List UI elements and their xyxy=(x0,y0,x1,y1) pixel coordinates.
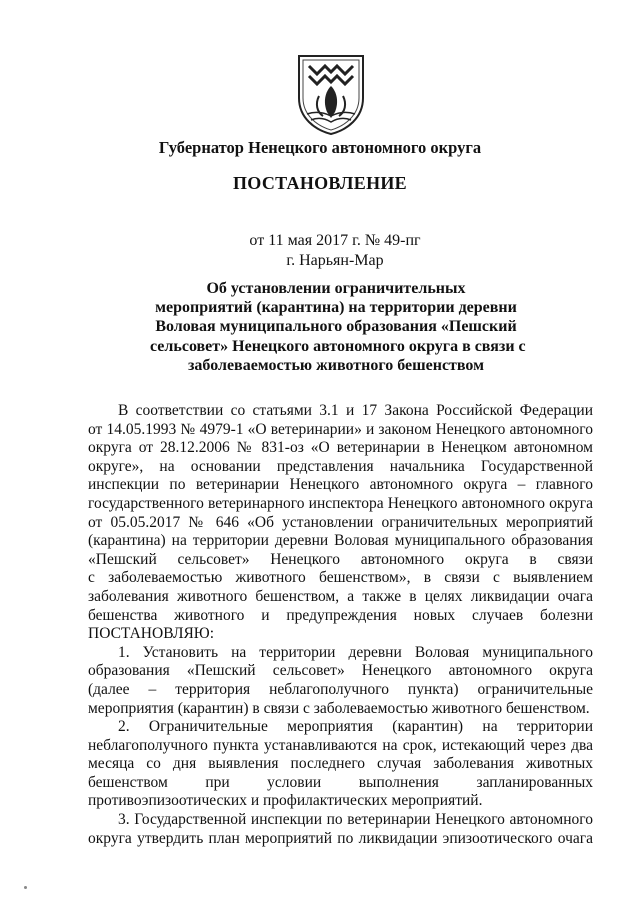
scan-dot xyxy=(24,886,27,889)
body-line: от 14.05.1993 № 4979-1 «О ветеринарии» и законом Ненецкого автономного xyxy=(88,420,593,438)
body-line: округа от 28.12.2006 № 831-оз «О ветеринарии в Ненецком автономном xyxy=(88,439,593,457)
organization-heading: Губернатор Ненецкого автономного округа xyxy=(158,138,482,157)
title-line: сельсовет» Ненецкого автономного округа в связи с xyxy=(150,337,526,355)
body-line: мероприятия (карантин) в связи с заболеваемостью животного бешенством. xyxy=(88,699,590,717)
body-line: от 05.05.2017 № 646 «Об установлении ограничительных мероприятий xyxy=(88,513,593,531)
title-line: Об установлении ограничительных xyxy=(206,280,466,297)
body-line: бешенства животного и предупреждения новых случаев болезни xyxy=(88,606,593,624)
body-line: 3. Государственной инспекции по ветеринарии Ненецкого автономного xyxy=(118,811,593,829)
body-line: месяца со дня выявления последнего случая заболевания животных xyxy=(88,755,593,773)
body-line: заболевания животного бешенством, а также в целях ликвидации очага xyxy=(88,587,593,605)
body-line: округе», на основании представления начальника Государственной xyxy=(88,457,593,475)
title-line: мероприятий (карантина) на территории деревни xyxy=(155,299,517,317)
document-title xyxy=(150,279,526,375)
body-line: 2. Ограничительные мероприятия (карантин) на территории xyxy=(118,718,593,736)
body-line: В соответствии со статьями 3.1 и 17 Закона Российской Федерации xyxy=(118,402,593,419)
body-line: государственного ветеринарного инспектора Ненецкого автономного округа xyxy=(88,494,593,512)
document-type-heading: ПОСТАНОВЛЕНИЕ xyxy=(233,173,407,193)
coat-of-arms-emblem xyxy=(293,52,369,136)
document-body xyxy=(88,402,593,848)
body-line: «Пешский сельсовет» Ненецкого автономного округа в связи xyxy=(88,550,593,568)
date-and-number: от 11 мая 2017 г. № 49-пг xyxy=(249,232,421,249)
title-line: заболеваемостью животного бешенством xyxy=(187,356,485,374)
body-line: (далее – территория неблагополучного пункта) ограничительные xyxy=(88,680,593,698)
body-line: неблагополучного пункта устанавливаются на срок, истекающий через два xyxy=(88,736,593,754)
place-of-issue: г. Нарьян-Мар xyxy=(286,252,384,269)
body-line: округа утвердить план мероприятий по ликвидации эпизоотического очага xyxy=(88,829,593,847)
body-line: бешенством при условии выполнения запланированных xyxy=(88,773,593,791)
title-line: Воловая муниципального образования «Пешский xyxy=(155,318,517,336)
body-line: (карантина) на территории деревни Воловая муниципального образования xyxy=(88,532,593,550)
resolution-word: ПОСТАНОВЛЯЮ: xyxy=(88,625,215,643)
body-line: с заболеваемостью животного бешенством», в связи с выявлением xyxy=(88,569,593,587)
body-line: инспекции по ветеринарии Ненецкого автономного округа – главного xyxy=(88,476,593,494)
body-line: 1. Установить на территории деревни Воловая муниципального xyxy=(118,643,593,661)
body-line: образования «Пешский сельсовет» Ненецкого автономного округа xyxy=(88,662,593,680)
body-line: противоэпизоотических и профилактических мероприятий. xyxy=(88,792,483,810)
